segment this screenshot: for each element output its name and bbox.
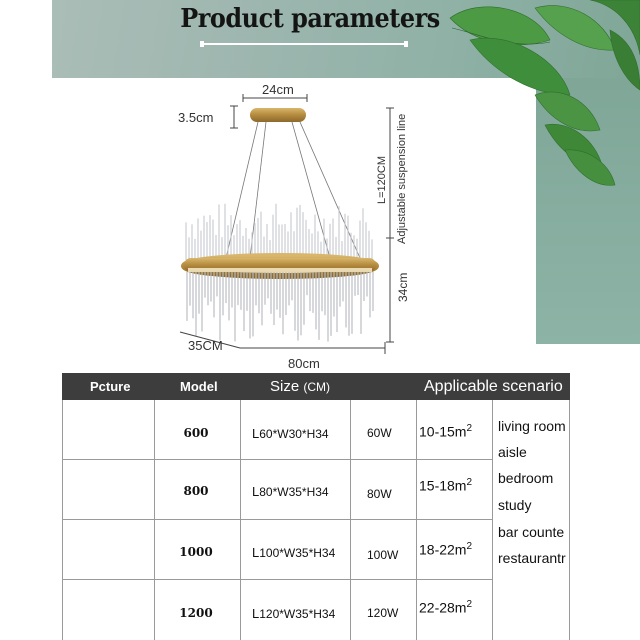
row-divider [62, 579, 492, 580]
page-title: Product parameters [180, 4, 440, 34]
row-size: L120*W35*H34 [252, 606, 336, 621]
scenario-item: restaurantr [498, 550, 566, 566]
banner-left-margin [0, 0, 52, 78]
row-size: L60*W30*H34 [252, 426, 329, 441]
row-size: L100*W35*H34 [252, 545, 336, 560]
scenario-item: bedroom [498, 470, 554, 486]
header-scenario: Applicable scenario [424, 378, 563, 395]
leaf-decoration-icon [440, 0, 640, 200]
col-divider [492, 400, 493, 640]
row-area: $18-22m^2$ [419, 541, 473, 558]
dim-body-height: 34cm [396, 272, 410, 302]
row-power: 120W [367, 606, 399, 620]
col-divider [569, 400, 570, 640]
row-power: 60W [367, 426, 392, 440]
title-underline [200, 43, 408, 45]
scenario-item: living room [498, 418, 566, 434]
row-area: $22-28m^2$ [419, 599, 473, 616]
scenario-item: bar counte [498, 524, 565, 540]
row-model: 600 [183, 426, 209, 440]
row-power: 100W [367, 548, 399, 562]
row-model: 1200 [179, 606, 213, 620]
row-model: 1000 [179, 545, 213, 559]
row-size: L80*W35*H34 [252, 484, 329, 499]
header-picture: Pcture [90, 379, 131, 394]
col-divider [350, 400, 351, 640]
table-header [62, 373, 570, 400]
header-size: Size (CM) [270, 378, 331, 395]
scenario-item: aisle [498, 444, 527, 460]
row-divider [62, 519, 492, 520]
row-power: 80W [367, 487, 392, 501]
col-divider [240, 400, 241, 640]
product-diagram [170, 80, 470, 370]
dim-canopy-height: 3.5cm [178, 110, 214, 125]
row-area: $10-15m^2$ [419, 423, 473, 440]
header-model: Model [180, 379, 218, 394]
col-divider [416, 400, 417, 640]
col-divider [62, 400, 63, 640]
row-model: 800 [183, 484, 209, 498]
row-area: $15-18m^2$ [419, 477, 473, 494]
dim-length: 80cm [288, 356, 320, 371]
parameters-table [62, 373, 570, 640]
dim-top-width: 24cm [262, 82, 294, 97]
dim-depth: 35CM [188, 338, 223, 353]
scenario-item: study [498, 497, 532, 513]
dim-suspension-length: L=120CM [376, 155, 388, 204]
dim-suspension-note: Adjustable suspension line [396, 113, 408, 244]
chandelier-illustration [170, 80, 470, 370]
row-divider [62, 459, 492, 460]
